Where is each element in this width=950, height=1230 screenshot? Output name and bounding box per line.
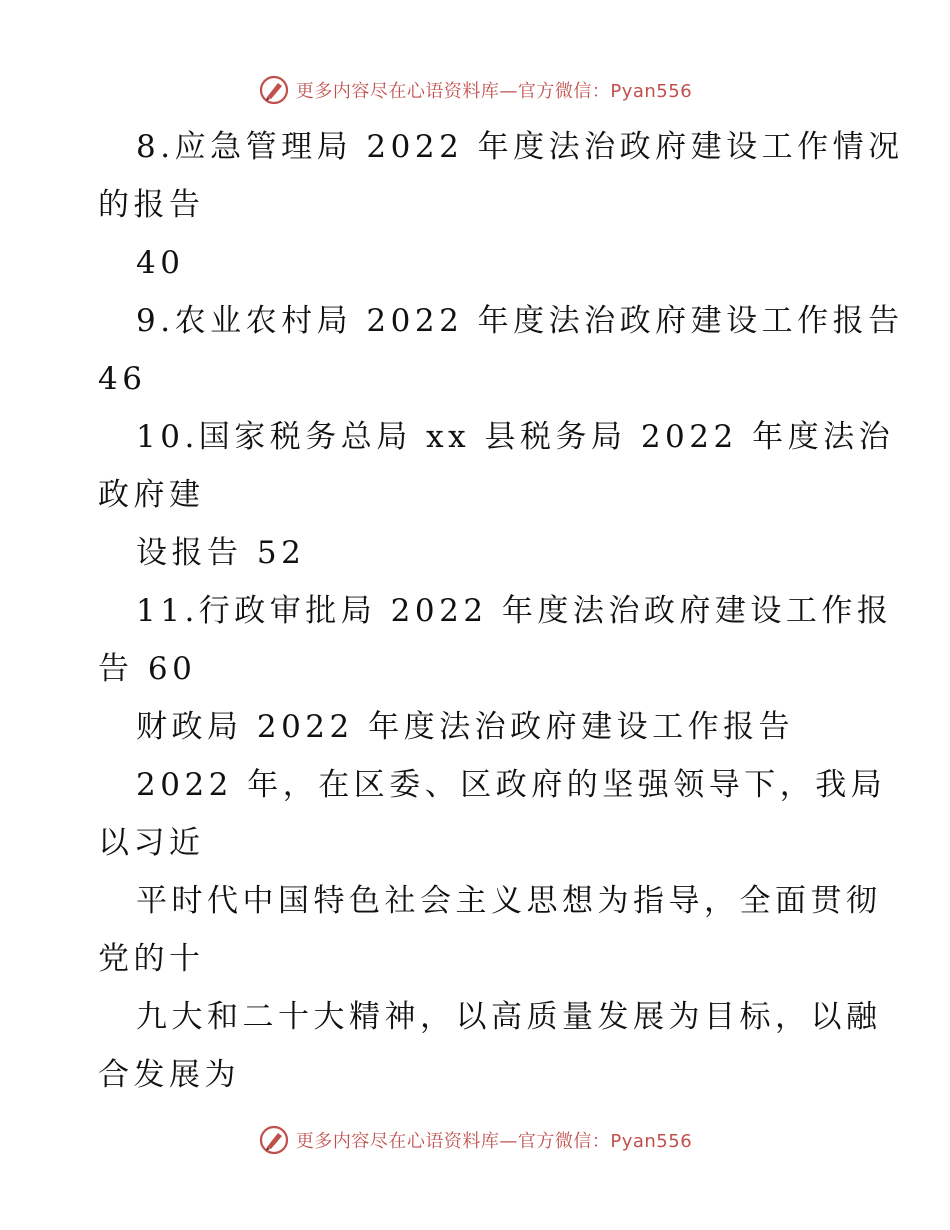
pen-logo-icon	[258, 74, 290, 106]
toc-line: 9.农业农村局 2022 年度法治政府建设工作报告	[136, 303, 904, 339]
toc-line: 的报告	[98, 187, 205, 223]
paragraph-line: 九大和二十大精神，以高质量发展为目标，以融	[136, 999, 882, 1035]
paragraph-line: 党的十	[98, 941, 205, 977]
toc-line: 10.国家税务总局 xx 县税务局 2022 年度法治	[136, 419, 895, 455]
paragraph-line: 2022 年，在区委、区政府的坚强领导下，我局	[136, 767, 887, 803]
footer-watermark	[0, 1120, 950, 1160]
paragraph-line: 合发展为	[98, 1057, 240, 1093]
toc-page-number: 46	[98, 361, 147, 397]
section-title: 财政局 2022 年度法治政府建设工作报告	[136, 709, 795, 745]
toc-page-number: 40	[136, 245, 185, 281]
header-watermark	[0, 70, 950, 110]
pen-logo-icon	[258, 1124, 290, 1156]
toc-line: 8.应急管理局 2022 年度法治政府建设工作情况	[136, 129, 904, 165]
toc-line: 告 60	[98, 651, 197, 687]
paragraph-line: 以习近	[98, 825, 205, 861]
paragraph-line: 平时代中国特色社会主义思想为指导，全面贯彻	[136, 883, 882, 919]
toc-line: 政府建	[98, 477, 205, 513]
document-body	[98, 118, 904, 1104]
watermark-text: 更多内容尽在心语资料库—官方微信：Pyan556	[295, 1131, 693, 1152]
toc-line: 设报告 52	[136, 535, 306, 571]
watermark-text: 更多内容尽在心语资料库—官方微信：Pyan556	[295, 81, 693, 102]
toc-line: 11.行政审批局 2022 年度法治政府建设工作报	[136, 593, 893, 629]
